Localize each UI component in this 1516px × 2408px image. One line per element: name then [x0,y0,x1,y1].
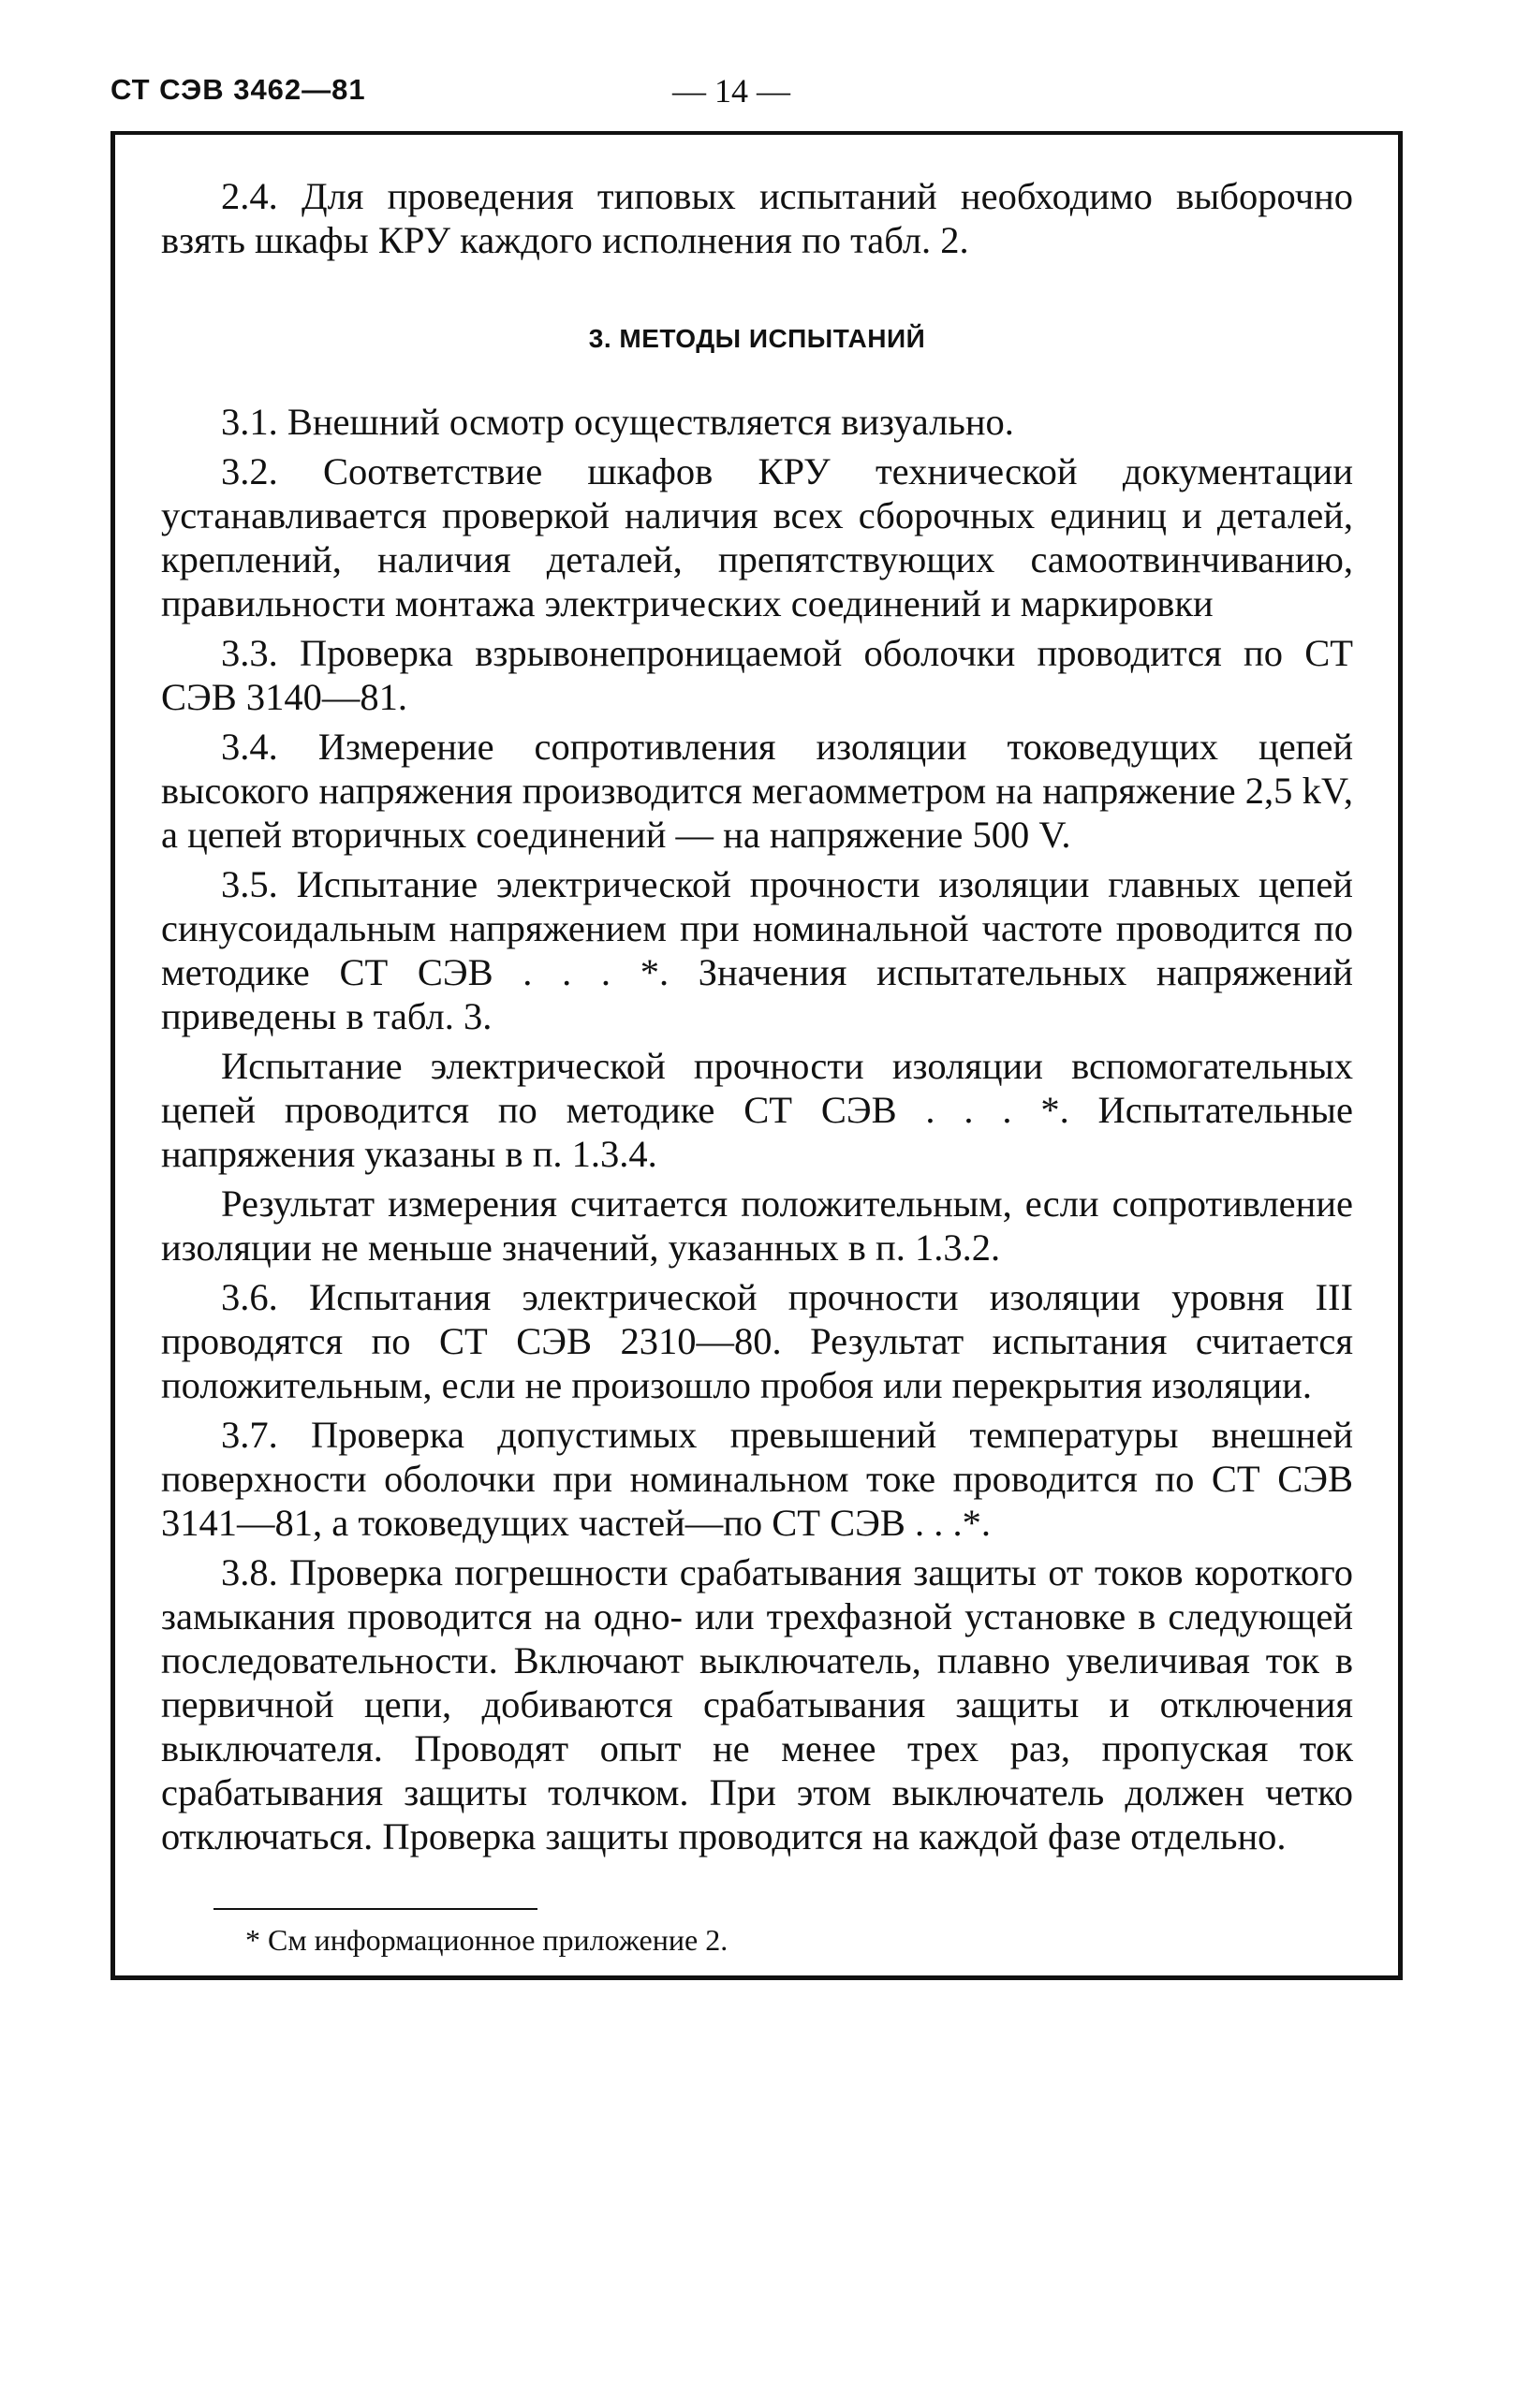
standard-code: СТ СЭВ 3462—81 [110,73,366,106]
paragraph-3-1: 3.1. Внешний осмотр осуществляется визуально. [221,401,1014,443]
paragraph-3-6: 3.6. Испытания электрической прочности изоляции уровня III проводятся по СТ СЭВ 2310—80. Результат испытания считается положительным, если не произошло пробоя или перекрытия изоляции. [161,1276,1353,1406]
paragraph-3-5: 3.5. Испытание электрической прочности изоляции главных цепей синусоидальным напряжением при номинальной частоте проводится по методике СТ СЭВ . . . *. Значения испытательных напряжений приведены в табл. 3. [161,863,1353,1037]
paragraph-2-4: 2.4. Для проведения типовых испытаний необходимо выборочно взять шкафы КРУ каждого исполнения по табл. 2. [161,175,1353,261]
paragraph-3-8: 3.8. Проверка погрешности срабатывания защиты от токов короткого замыкания проводится на одно- или трехфазной установке в следующей последовательности. Включают выключатель, плавно увеличивая ток в первичной цепи, добиваются срабатывания защиты и отключения выключателя. Проводят опыт не менее трех раз, пропуская ток срабатывания защиты толчком. При этом выключатель должен четко отключаться. Проверка защиты проводится на каждой фазе отдельно. [161,1551,1353,1857]
paragraph-3-4: 3.4. Измерение сопротивления изоляции токоведущих цепей высокого напряжения производится мегаомметром на напряжение 2,5 kV, а цепей вторичных соединений — на напряжение 500 V. [161,726,1353,856]
page-number: — 14 — [672,72,790,110]
footnote: * См информационное приложение 2. [245,1923,729,1957]
paragraph-3-3: 3.3. Проверка взрывонепроницаемой оболочки проводится по СТ СЭВ 3140—81. [161,632,1353,718]
paragraph-3-5-auxiliary: Испытание электрической прочности изоляции вспомогательных цепей проводится по методике СТ СЭВ . . . *. Испытательные напряжения указаны в п. 1.3.4. [161,1045,1353,1175]
page-header [110,73,1403,120]
document-body [161,174,1353,1864]
footnote-divider [213,1908,537,1910]
paragraph-3-2: 3.2. Соответствие шкафов КРУ технической документации устанавливается проверкой наличия всех сборочных единиц и деталей, креплений, наличия деталей, препятствующих самоотвинчиванию, правильности монтажа электрических соединений и маркировки [161,450,1353,624]
paragraph-3-7: 3.7. Проверка допустимых превышений температуры внешней поверхности оболочки при номинальном токе проводится по СТ СЭВ 3141—81, а токоведущих частей—по СТ СЭВ . . .*. [161,1414,1353,1544]
paragraph-3-5-result: Результат измерения считается положительным, если сопротивление изоляции не меньше значений, указанных в п. 1.3.2. [161,1182,1353,1269]
section-title: 3. МЕТОДЫ ИСПЫТАНИЙ [588,324,926,353]
